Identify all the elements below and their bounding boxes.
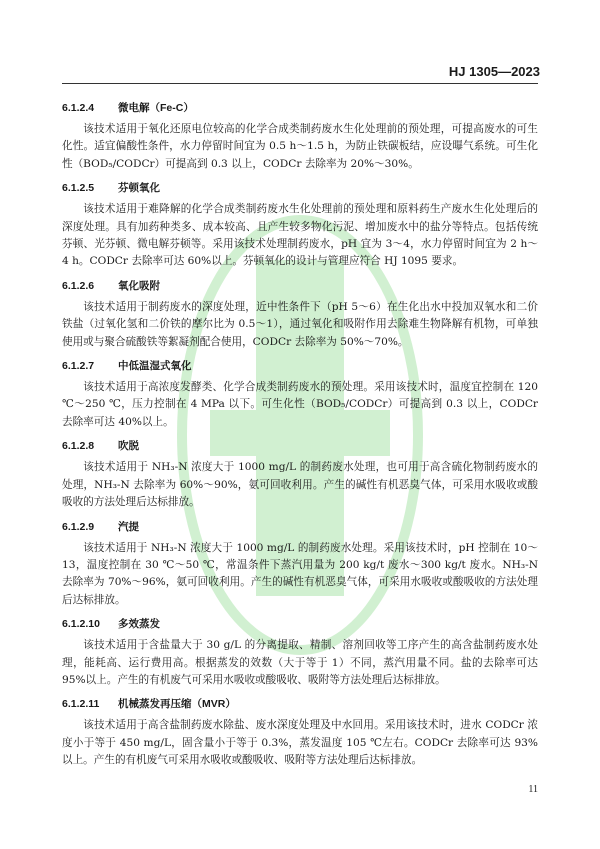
section-title: 微电解（Fe-C） — [118, 102, 194, 114]
section-paragraph: 该技术适用于含盐量大于 30 g/L 的分离提取、精制、溶剂回收等工序产生的高含盐制药废水处理，能耗高、运行费用高。根据蒸发的效数（大于等于 1）不同，蒸汽用量不同。盐的去除率可达 95%以上。产生的有机废气可采用水吸收或酸吸收、吸附等方法处理后达标排放。 — [62, 639, 538, 686]
section-6-1-2-9 — [62, 519, 538, 610]
standard-code-header: HJ 1305—2023 — [448, 64, 540, 79]
section-paragraph: 该技术适用于高含盐制药废水除盐、废水深度处理及中水回用。采用该技术时，进水 CODCr 浓度小于等于 450 mg/L，固含量小于等于 0.3%，蒸发温度 105 ℃左右。CODCr 去除率可达 93%以上。产生的有机废气可采用水吸收或酸吸收、吸附等方法处理后达标排放。 — [62, 719, 538, 767]
section-title: 氧化吸附 — [118, 279, 160, 292]
section-number: 6.1.2.5 — [62, 182, 95, 195]
section-6-1-2-11 — [62, 696, 538, 769]
header-divider — [62, 83, 538, 84]
section-title: 中低温湿式氧化 — [118, 360, 192, 373]
section-number: 6.1.2.9 — [62, 520, 95, 533]
section-paragraph: 该技术适用于氧化还原电位较高的化学合成类制药废水生化处理前的预处理，可提高废水的可生化性。适宜偏酸性条件，水力停留时间宜为 0.5 h～1.5 h，为防止铁碳板结，应设曝气系统。可生化性（BOD₅/CODCr）可提高到 0.3 以上，CODCr 去除率为 20%～30%。 — [62, 123, 538, 170]
section-6-1-2-5 — [62, 180, 538, 271]
section-paragraph: 该技术适用于难降解的化学合成类制药废水生化处理前的预处理和原料药生产废水生化处理后的深度处理。具有加药种类多、成本较高、且产生较多物化污泥、增加废水中的盐分等特点。包括传统芬顿、光芬顿、微电解芬顿等。采用该技术处理制药废水，pH 宜为 3～4，水力停留时间宜为 2 h～4 h。CODCr 去除率可达 60%以上。芬顿氧化的设计与管理应符合 HJ 1095 要求。 — [62, 203, 538, 268]
document-body — [62, 100, 538, 777]
section-6-1-2-4 — [62, 100, 538, 173]
section-title: 机械蒸发再压缩（MVR） — [118, 698, 236, 711]
section-6-1-2-8 — [62, 438, 538, 511]
section-number: 6.1.2.10 — [62, 618, 100, 631]
section-title: 吹脱 — [118, 440, 139, 453]
section-6-1-2-7 — [62, 358, 538, 431]
section-title: 汽提 — [118, 520, 139, 533]
section-number: 6.1.2.8 — [62, 440, 95, 453]
section-title: 芬顿氧化 — [118, 182, 160, 195]
section-number: 6.1.2.6 — [62, 279, 95, 292]
section-title: 多效蒸发 — [118, 618, 160, 631]
section-paragraph: 该技术适用于高浓度发酵类、化学合成类制药废水的预处理。采用该技术时，温度宜控制在 120 ℃～250 ℃，压力控制在 4 MPa 以下。可生化性（BOD₅/CODCr）可提高到 0.3 以上，CODCr 去除率可达 40%以上。 — [62, 381, 538, 428]
section-6-1-2-6 — [62, 278, 538, 351]
section-paragraph: 该技术适用于制药废水的深度处理，近中性条件下（pH 5～6）在生化出水中投加双氧水和二价铁盐（过氧化氢和二价铁的摩尔比为 0.5～1），通过氧化和吸附作用去除难生物降解有机物，可单独使用或与聚合硫酸铁等絮凝剂配合使用，CODCr 去除率为 50%～70%。 — [62, 300, 538, 348]
section-paragraph: 该技术适用于 NH₃-N 浓度大于 1000 mg/L 的制药废水处理，也可用于高含硫化物制药废水的处理，NH₃-N 去除率为 60%～90%，氨可回收利用。产生的碱性有机恶臭气体，可采用水吸收或酸吸收的方法处理后达标排放。 — [62, 461, 538, 509]
section-number: 6.1.2.7 — [62, 360, 95, 373]
section-number: 6.1.2.4 — [62, 102, 95, 114]
section-number: 6.1.2.11 — [62, 698, 100, 711]
section-paragraph: 该技术适用于 NH₃-N 浓度大于 1000 mg/L 的制药废水处理。采用该技术时，pH 控制在 10～13，温度控制在 30 ℃～50 ℃，常温条件下蒸汽用量为 200 kg/t 废水～300 kg/t 废水。NH₃-N 去除率为 70%～96%，氨可回收利用。产生的碱性有机恶臭气体，可采用水吸收或酸吸收的方法处理后达标排放。 — [62, 541, 538, 606]
page-number: 11 — [528, 784, 538, 795]
section-6-1-2-10 — [62, 616, 538, 689]
